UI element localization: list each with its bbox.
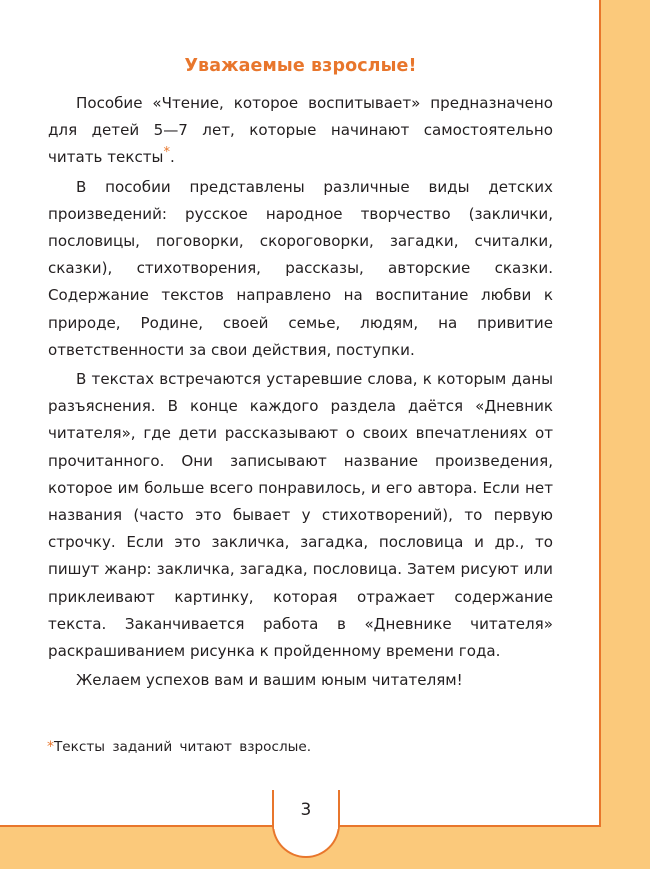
page-content <box>48 56 553 694</box>
paragraph-1-text: Пособие «Чтение, которое воспитывает» предназначено для детей 5—7 лет, которые начинают самостоятельно читать тексты <box>48 94 553 167</box>
paragraph-1-period: . <box>169 148 175 167</box>
paragraph-1 <box>48 90 553 172</box>
paragraph-3: В текстах встречаются устаревшие слова, к которым даны разъяснения. В конце каждого раздела даётся «Дневник читателя», где дети рассказывают о своих впечатлениях от прочитанного. Они записывают название произведения, которое им больше всего понравилось, и его автора. Если нет названия (часто это бывает у стихотворений), то первую строчку. Если это закличка, загадка, пословица и др., то пишут жанр: закличка, загадка, пословица. Затем рисуют или приклеивают картинку, которая отражает содержание текста. Заканчивается работа в «Дневнике читателя» раскрашиванием рисунка к пройденному времени года. <box>48 370 553 661</box>
paragraph-4: Желаем успехов вам и вашим юным читателям! <box>76 671 463 690</box>
paragraph-2: В пособии представлены различные виды детских произведений: русское народное творчество (заклички, пословицы, поговорки, скороговорки, загадки, считалки, сказки), стихотворения, рассказы, авторские сказки. Содержание текстов направлено на воспитание любви к природе, Родине, своей семье, людям, на привитие ответственности за свои действия, поступки. <box>48 177 553 359</box>
page-title: Уважаемые взрослые! <box>184 56 417 76</box>
footnote-reference-asterisk: * <box>163 145 170 161</box>
footnote-asterisk-icon: * <box>47 739 54 755</box>
footnote-text: Тексты заданий читают взрослые. <box>54 739 312 755</box>
page-number: 3 <box>300 800 312 820</box>
footnote <box>47 737 552 757</box>
